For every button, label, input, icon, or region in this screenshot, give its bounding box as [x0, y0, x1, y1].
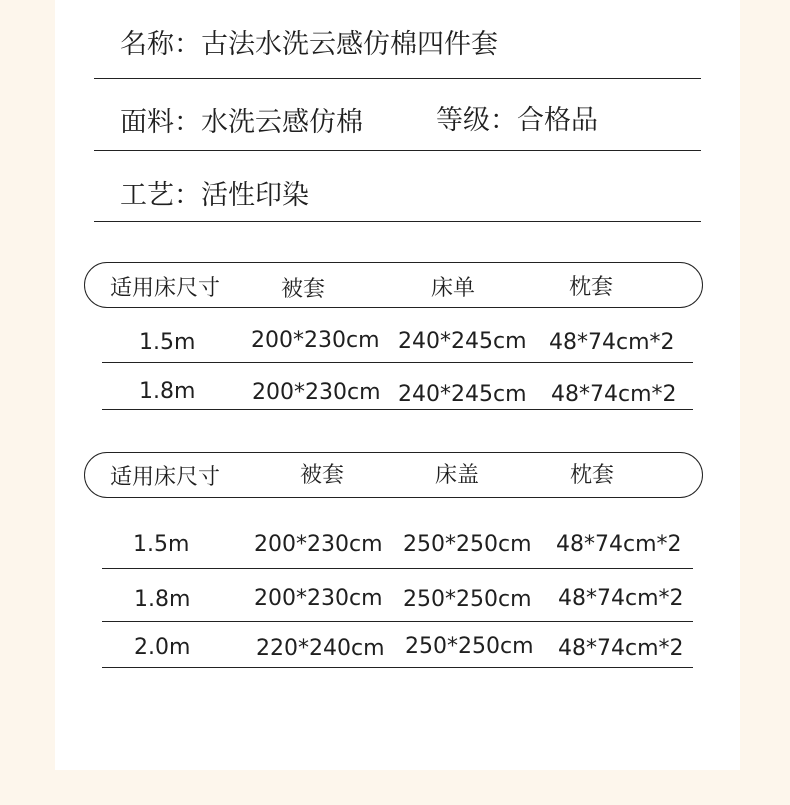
table-cell: 240*245cm: [398, 382, 527, 407]
table-cell: 250*250cm: [405, 634, 534, 659]
table2-header-size: 适用床尺寸: [110, 465, 221, 490]
divider: [94, 78, 701, 79]
table-cell: 250*250cm: [403, 532, 532, 557]
table-cell: 250*250cm: [403, 587, 532, 612]
table-cell: 200*230cm: [254, 532, 383, 557]
table2-header-pillowcase: 枕套: [570, 463, 615, 488]
table-cell: 200*230cm: [251, 328, 380, 353]
grade-value: 合格品: [517, 105, 598, 136]
name-value: 古法水洗云感仿棉四件套: [201, 29, 498, 60]
table-cell: 48*74cm*2: [549, 330, 675, 355]
table2-header-bedspread: 床盖: [435, 463, 480, 488]
craft-value: 活性印染: [201, 180, 309, 211]
craft-row: [120, 182, 309, 209]
table-cell: 1.8m: [134, 587, 191, 612]
fabric-row: [120, 109, 363, 136]
table2-header-duvet: 被套: [300, 463, 345, 488]
grade-row: [436, 107, 598, 134]
fabric-label: 面料：: [120, 107, 201, 138]
table1-header-duvet: 被套: [281, 277, 326, 302]
table-cell: 220*240cm: [256, 636, 385, 661]
row-divider: [102, 568, 693, 569]
divider: [94, 150, 701, 151]
table1-header-sheet: 床单: [431, 276, 476, 301]
table-cell: 1.8m: [139, 379, 196, 404]
table-cell: 1.5m: [133, 532, 190, 557]
table-cell: 48*74cm*2: [558, 636, 684, 661]
name-row: [120, 31, 498, 58]
row-divider: [102, 667, 693, 668]
table-cell: 48*74cm*2: [556, 532, 682, 557]
grade-label: 等级：: [436, 105, 517, 136]
fabric-value: 水洗云感仿棉: [201, 107, 363, 138]
table-cell: 200*230cm: [252, 380, 381, 405]
table-cell: 48*74cm*2: [551, 382, 677, 407]
row-divider: [102, 362, 693, 363]
table-cell: 200*230cm: [254, 586, 383, 611]
table-cell: 1.5m: [139, 330, 196, 355]
table1-header-size: 适用床尺寸: [110, 276, 221, 301]
craft-label: 工艺：: [120, 180, 201, 211]
table1-header-pillowcase: 枕套: [569, 275, 614, 300]
row-divider: [102, 409, 693, 410]
row-divider: [102, 621, 693, 622]
name-label: 名称：: [120, 29, 201, 60]
divider: [94, 221, 701, 222]
table-cell: 240*245cm: [398, 329, 527, 354]
table-cell: 48*74cm*2: [558, 586, 684, 611]
table-cell: 2.0m: [134, 635, 191, 660]
